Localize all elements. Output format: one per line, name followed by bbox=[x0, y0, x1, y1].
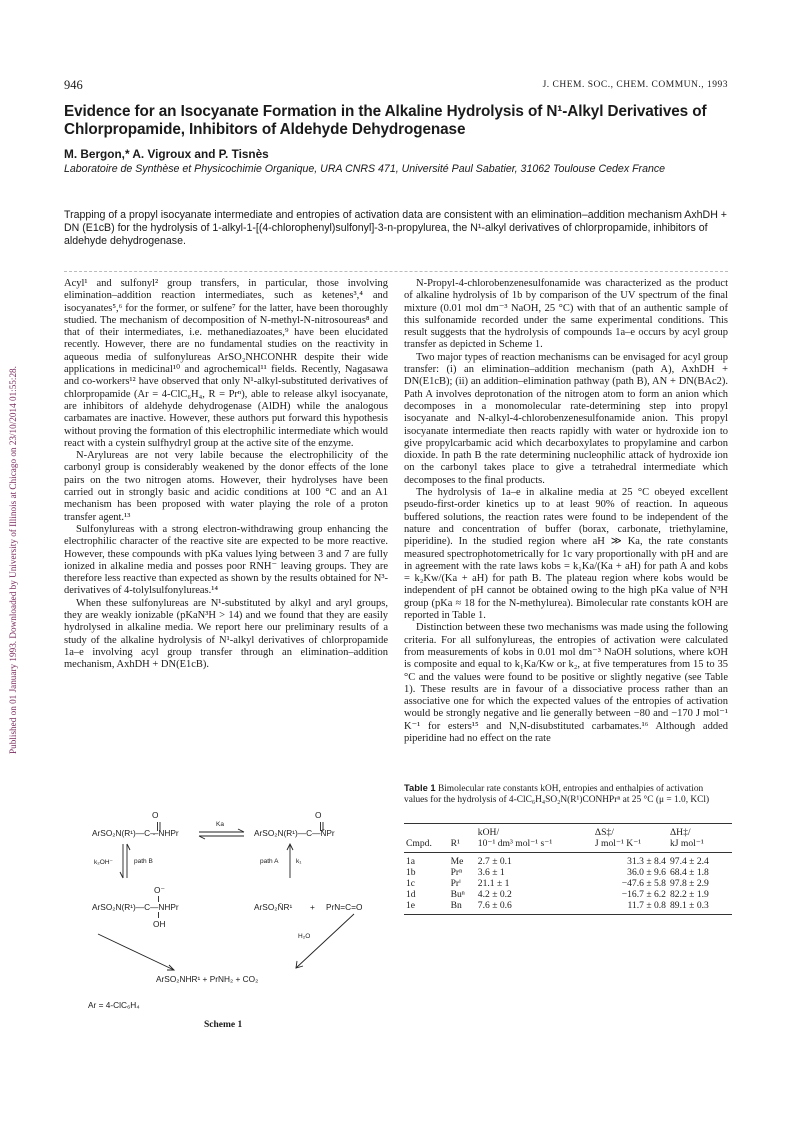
table-header-row bbox=[404, 838, 732, 853]
column-header: ΔH‡/ bbox=[668, 824, 732, 839]
page-number: 946 bbox=[64, 78, 83, 92]
paragraph: Distinction between these two mechanisms was made using the following criteria. For all sulfonylureas, the entropies of activation were calculated from measurements of kobs in 0.01 mol dm⁻³ NaOH solutions, where kOH is composite and equal to k₁Ka/Kw or k₂, at five temperatures from 15 to 35 °C and the values were found to be positive or slightly negative (see Table 1). These results are in favour of a dissociative process rather than an associative one for which the expected values of the entropies of activation would be strongly negative and lie generally between −80 and −170 J mol⁻¹ K⁻¹ for esters¹⁵ and N,N-disubstituted carbamates.¹⁶ Although added piperidine had no effect on the rate bbox=[404, 622, 728, 744]
scheme-h2o-label: H₂O bbox=[298, 933, 311, 940]
column-header: 10⁻¹ dm³ mol⁻¹ s⁻¹ bbox=[476, 838, 593, 853]
column-header: Cmpd. bbox=[404, 838, 449, 853]
paragraph: Acyl¹ and sulfonyl² group transfers, in particular, those involving elimination–addition reaction intermediates, such as ketenes³,⁴ and isocyanates⁵,⁶ for the former, or sulfene⁷ for the latter, have been thoroughly studied. The mechanism of decomposition of N-methyl-N-nitrosoureas⁸ and that of their intermediates, i.e. methanediazoates,⁹ have been elucidated recently. However, there are no fundamental studies on the reactivity in aqueous media of sulfonylureas ArSO₂NHCONHR despite their wide applications in medicinal¹⁰ and agrochemical¹¹ fields. Recently, Nagasawa and co-workers¹² have observed that only N¹-alkyl-substituted derivatives of chlorpropamide (Ar = 4-ClC₆H₄, R = Prⁿ), able to release alkyl isocyanate, are inhibitors of aldehyde dehydrogenase (AlDH) while the analogous carbamates are inactive. However, these authors put forward this hypothesis without proving the formation of this electrophilic intermediate which would react with a cystein sulfhydryl group at the active site of the enzyme. bbox=[64, 278, 388, 449]
body-column-left bbox=[64, 278, 388, 672]
journal-name: J. CHEM. SOC., CHEM. COMMUN., 1993 bbox=[542, 80, 728, 90]
table-cell: 7.6 ± 0.6 bbox=[476, 900, 593, 915]
article-authors: M. Bergon,* A. Vigroux and P. Tisnès bbox=[64, 147, 269, 161]
article-title: Evidence for an Isocyanate Formation in the Alkaline Hydrolysis of N¹-Alkyl Derivatives of Chlorpropamide, Inhibitors of Aldehyde Dehydrogenase bbox=[64, 103, 707, 138]
table-row bbox=[404, 867, 732, 878]
paragraph: N-Propyl-4-chlorobenzenesulfonamide was characterized as the product of alkaline hydrolysis of 1b by comparison of the UV spectrum of the final mixture (0.01 mol dm⁻³ NaOH, 25 °C) with that of an authentic sample of this sulfonamide recorded under the same experimental conditions. This result suggests that the hydrolysis of compounds 1a–e occurs by acyl group transfer as depicted in Scheme 1. bbox=[404, 278, 728, 351]
table-cell: 11.7 ± 0.8 bbox=[593, 900, 668, 915]
table-cell: 68.4 ± 1.8 bbox=[669, 867, 709, 878]
scheme-k2oh-label: k₂OH⁻ bbox=[94, 859, 113, 866]
table-cell: 1e bbox=[404, 900, 449, 915]
scheme-oh: OH bbox=[153, 919, 166, 929]
table-cell: Me bbox=[450, 856, 464, 867]
data-table bbox=[404, 823, 732, 915]
table-caption-text: Bimolecular rate constants kOH, entropies and enthalpies of activation values for the hydrolysis of 4-ClC₆H₄SO₂N(R¹)CONHPrⁿ at 25 °C (μ = 1.0, KCl) bbox=[404, 784, 710, 806]
column-header bbox=[449, 824, 476, 839]
table-row bbox=[404, 878, 732, 889]
article-abstract: Trapping of a propyl isocyanate intermediate and entropies of activation data are consistent with an elimination–addition mechanism AxhDH + DN (E1cB) for the hydrolysis of 1-alkyl-1-[(4-chlorophenyl)sulfonyl]-3-n-propylurea, the N¹-alkyl derivatives of chlorpropamide, inhibitors of aldehyde dehydrogenase. bbox=[64, 209, 727, 248]
table-cell: 97.4 ± 2.4 bbox=[669, 856, 709, 867]
table-cell: 1c bbox=[406, 878, 416, 889]
scheme-isocyanate: PrN=C=O bbox=[326, 902, 363, 912]
table-cell: 89.1 ± 0.3 bbox=[668, 900, 732, 915]
scheme-k1-label: k₁ bbox=[296, 858, 302, 865]
column-header: J mol⁻¹ K⁻¹ bbox=[593, 838, 668, 853]
paragraph: The hydrolysis of 1a–e in alkaline media at 25 °C obeyed excellent pseudo-first-order kinetics up to at least 90% of reaction. In aqueous buffered solutions, the reaction rates were found to be independent of the nature and concentration of buffer (borax, carbonate, triethylamine, piperidine). In the studied region where aH ≫ Ka, the rate constants measured spectrophotometrically for 1c vary proportionally with pH and are in agreement with the rate laws kobs = k₁Ka/(Ka + aH) for path A and kobs = k₂Kw/(Ka + aH) for path B. The plateau region where kobs would be independent of pH cannot be obtained owing to the high pKa value of N³H group (pKa ≈ 18 for the N-methylurea). Bimolecular rate constants kOH are reported in Table 1. bbox=[404, 487, 728, 622]
body-column-right bbox=[404, 278, 728, 745]
scheme-path-a-label: path A bbox=[260, 858, 279, 865]
column-header: ΔS‡/ bbox=[593, 824, 668, 839]
running-header bbox=[64, 78, 728, 96]
table-row bbox=[404, 900, 732, 915]
table-cell: Bn bbox=[449, 900, 476, 915]
reaction-scheme bbox=[64, 808, 388, 1038]
table-cell: −47.6 ± 5.8 bbox=[621, 878, 666, 889]
table-cell: −16.7 ± 6.2 bbox=[621, 889, 666, 900]
abstract-divider bbox=[64, 271, 728, 272]
scheme-ar-definition: Ar = 4-ClC₆H₄ bbox=[88, 1000, 140, 1010]
scheme-o-top-2: O bbox=[315, 810, 322, 820]
table-cell: 1b bbox=[406, 867, 416, 878]
watermark-text: Published on 01 January 1993. Downloaded by University of Illinois at Chicago on 23/10/2014 01:55:28. bbox=[8, 366, 18, 754]
column-header: kJ mol⁻¹ bbox=[668, 838, 732, 853]
table-cell: 21.1 ± 1 bbox=[477, 878, 510, 889]
table-row bbox=[404, 853, 732, 868]
table-row bbox=[404, 889, 732, 900]
paragraph: Two major types of reaction mechanisms can be envisaged for acyl group transfer: (i) an elimination–addition mechanism (path A), AxhDH + DN(E1cB); (ii) an addition–elimination pathway (path B), AN + DN(BAc2). Path A involves deprotonation of the nitrogen atom to form an anion which decomposes in a monomolecular rate-determining step into propyl isocyanate and N-alkyl-4-chlorobenzenesulfonamide anion. This propyl isocyanate intermediate then reacts rapidly with water or hydroxide ion to give propylcarbamic acid which decarboxylates to propylamine and carbon dioxide. In path B the rate determining nucleophilic attack of hydroxide ion on the carbonyl takes place to give a tetrahedral intermediate which decomposes to the final products. bbox=[404, 351, 728, 486]
download-watermark bbox=[6, 170, 20, 950]
scheme-anion: ArSO₂N(R¹)—C—N̄Pr bbox=[254, 828, 335, 838]
paragraph: N-Arylureas are not very labile because the electrophilicity of the carbonyl group is considerably weakened by the donor effects of the lone pairs on the two nitrogen atoms. However, their hydrolyses have been carried out in strongly basic and acidic conditions at 100 °C and an A1 mechanism has been proposed with water playing the role of a proton transfer agent.¹³ bbox=[64, 450, 388, 523]
scheme-o-minus: O⁻ bbox=[154, 885, 165, 895]
table-cell: 2.7 ± 0.1 bbox=[477, 856, 512, 867]
table-cell: 4.2 ± 0.2 bbox=[477, 889, 512, 900]
table-cell: Prⁿ bbox=[450, 867, 463, 878]
scheme-products: ArSO₂NHR¹ + PrNH₂ + CO₂ bbox=[156, 974, 259, 984]
table-header-row bbox=[404, 824, 732, 839]
table-cell: 31.3 ± 8.4 bbox=[627, 856, 666, 867]
scheme-ka-label: Ka bbox=[216, 821, 224, 828]
table-cell: 3.6 ± 1 bbox=[477, 867, 505, 878]
scheme-plus: + bbox=[310, 902, 315, 912]
author-affiliation: Laboratoire de Synthèse et Physicochimie Organique, URA CNRS 471, Université Paul Sabatier, 31062 Toulouse Cedex France bbox=[64, 163, 666, 175]
scheme-caption: Scheme 1 bbox=[204, 1020, 243, 1030]
scheme-tetrahedral: ArSO₂N(R¹)—C—NHPr bbox=[92, 902, 179, 912]
table-cell: 1d bbox=[406, 889, 416, 900]
scheme-path-b-label: path B bbox=[134, 858, 153, 865]
column-header: kOH/ bbox=[476, 824, 593, 839]
scheme-reactant: ArSO₂N(R¹)—C—NHPr bbox=[92, 828, 179, 838]
column-header: R¹ bbox=[449, 838, 476, 853]
column-header bbox=[404, 824, 449, 839]
table-cell: 36.0 ± 9.6 bbox=[627, 867, 666, 878]
scheme-sulfonamide-anion: ArSO₂N̄R¹ bbox=[254, 902, 293, 912]
table-label: Table 1 bbox=[404, 782, 436, 793]
paragraph: When these sulfonylureas are N¹-substituted by alkyl and aryl groups, they are weakly ionizable (pKaN³H > 14) and we found that they are easily hydrolysed in alkaline media. We report here our preliminary results of a study of the alkaline hydrolysis of N¹-alkyl derivatives of chlorpropamide 1a–e involving acyl group transfer through an elimination–addition mechanism, AxhDH + DN(E1cB). bbox=[64, 597, 388, 671]
table-cell: 82.2 ± 1.9 bbox=[669, 889, 709, 900]
table-cell: 1a bbox=[406, 856, 416, 867]
table-cell: 97.8 ± 2.9 bbox=[669, 878, 709, 889]
paragraph: Sulfonylureas with a strong electron-withdrawing group enhancing the electrophilic character of the reactive site are expected to be more reactive. However, these compounds with pKa values lying between 3 and 7 are fully ionized in alkaline media and posses poor RNH⁻ leaving groups. They are therefore less reactive than expected as shown by the results obtained for N³-derivatives of 4-tolylsulfonylureas.¹⁴ bbox=[64, 523, 388, 597]
table-cell: Prⁱ bbox=[450, 878, 461, 889]
scheme-o-top-1: O bbox=[152, 810, 159, 820]
table-cell: Buⁿ bbox=[450, 889, 465, 900]
table-caption bbox=[404, 782, 728, 806]
